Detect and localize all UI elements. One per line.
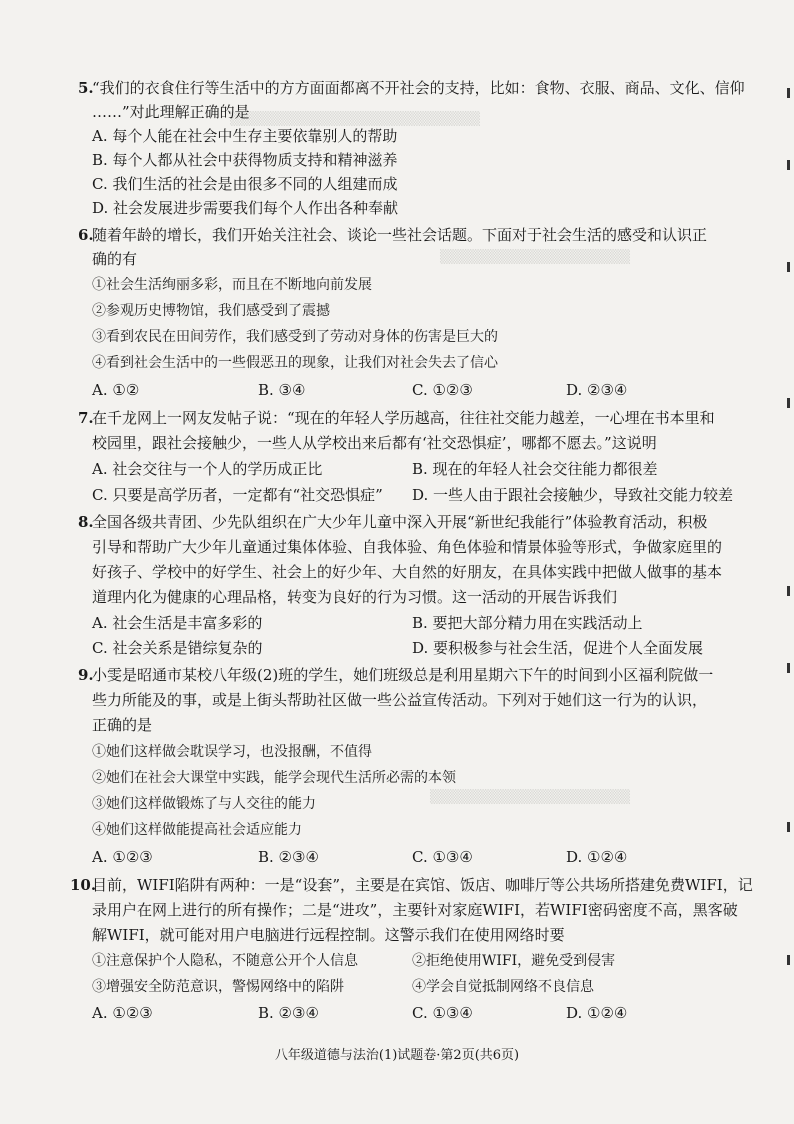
question-stem: “我们的衣食住行等生活中的方方面面都离不开社会的支持，比如：食物、衣服、商品、文化、信仰 (92, 79, 745, 97)
option-a: A. ①② (92, 381, 140, 399)
option-c: C. ①③④ (412, 848, 473, 866)
statement: ③看到农民在田间劳作，我们感受到了劳动对身体的伤害是巨大的 (92, 329, 498, 345)
edge-mark (787, 663, 790, 673)
statement: ①社会生活绚丽多彩，而且在不断地向前发展 (92, 277, 372, 293)
question-number: 10. (70, 876, 97, 894)
question-stem: 在千龙网上一网友发帖子说：“现在的年轻人学历越高，往往社交能力越差，一心埋在书本里和 (92, 409, 715, 427)
statement: ①她们这样做会耽误学习，也没报酬，不值得 (92, 744, 372, 760)
question-stem: 全国各级共青团、少先队组织在广大少年儿童中深入开展“新世纪我能行”体验教育活动，积极 (92, 513, 708, 531)
statement: ②她们在社会大课堂中实践，能学会现代生活所必需的本领 (92, 770, 456, 786)
question-stem: 些力所能及的事，或是上街头帮助社区做一些公益宣传活动。下列对于她们这一行为的认识， (92, 691, 708, 709)
option-c: C. 只要是高学历者，一定都有“社交恐惧症” (92, 486, 383, 504)
bleed-through: ▒▒▒▒▒▒▒▒▒▒▒▒▒▒▒▒▒▒▒ (440, 250, 630, 265)
option-b: B. ②③④ (258, 848, 319, 866)
option-d: D. 要积极参与社会生活，促进个人全面发展 (412, 639, 704, 657)
statement: ④学会自觉抵制网络不良信息 (412, 979, 594, 995)
option-b: B. 每个人都从社会中获得物质支持和精神滋养 (92, 151, 398, 169)
edge-mark (787, 88, 790, 98)
option-c: C. 我们生活的社会是由很多不同的人组建而成 (92, 175, 398, 193)
question-stem: 录用户在网上进行的所有操作；二是“进攻”，主要针对家庭WIFI，若WIFI密码密度不高，黑客破 (92, 901, 738, 919)
edge-mark (787, 586, 790, 596)
edge-mark (787, 398, 790, 408)
bleed-through: ▒▒▒▒▒▒▒▒▒▒▒▒▒▒▒▒▒▒▒▒ (430, 790, 630, 805)
question-stem: 道理内化为健康的心理品格，转变为良好的行为习惯。这一活动的开展告诉我们 (92, 588, 618, 606)
statement: ④看到社会生活中的一些假恶丑的现象，让我们对社会失去了信心 (92, 355, 498, 371)
question-stem: ……”对此理解正确的是 (92, 103, 250, 121)
option-c: C. ①②③ (412, 381, 473, 399)
page-footer: 八年级道德与法治(1)试题卷·第2页(共6页) (274, 1048, 520, 1063)
option-d: D. 社会发展进步需要我们每个人作出各种奉献 (92, 199, 399, 217)
option-d: D. ②③④ (566, 381, 628, 399)
option-a: A. 每个人能在社会中生存主要依靠别人的帮助 (92, 127, 398, 145)
statement: ③她们这样做锻炼了与人交往的能力 (92, 796, 316, 812)
option-d: D. ①②④ (566, 848, 628, 866)
option-a: A. 社会生活是丰富多彩的 (92, 614, 263, 632)
option-a: A. ①②③ (92, 848, 153, 866)
question-stem: 小雯是昭通市某校八年级(2)班的学生，她们班级总是利用星期六下午的时间到小区福利院做一 (92, 666, 714, 684)
edge-mark (787, 262, 790, 272)
edge-mark (787, 955, 790, 965)
statement: ②参观历史博物馆，我们感受到了震撼 (92, 303, 330, 319)
question-number: 8. (78, 513, 94, 531)
question-stem: 正确的是 (92, 716, 153, 734)
edge-mark (787, 822, 790, 832)
question-number: 6. (78, 226, 94, 244)
statement: ①注意保护个人隐私，不随意公开个人信息 (92, 953, 358, 969)
statement: ④她们这样做能提高社会适应能力 (92, 822, 302, 838)
option-a: A. 社会交往与一个人的学历成正比 (92, 460, 323, 478)
option-b: B. 要把大部分精力用在实践活动上 (412, 614, 643, 632)
option-a: A. ①②③ (92, 1004, 153, 1022)
question-stem: 确的有 (92, 250, 138, 268)
option-b: B. 现在的年轻人社会交往能力都很差 (412, 460, 658, 478)
option-d: D. ①②④ (566, 1004, 628, 1022)
question-stem: 目前，WIFI陷阱有两种：一是“设套”，主要是在宾馆、饭店、咖啡厅等公共场所搭建免费WIFI，记 (92, 876, 753, 894)
option-c: C. ①③④ (412, 1004, 473, 1022)
statement: ②拒绝使用WIFI，避免受到侵害 (412, 953, 616, 969)
option-b: B. ②③④ (258, 1004, 319, 1022)
question-stem: 校园里，跟社会接触少，一些人从学校出来后都有‘社交恐惧症’，哪都不愿去。”这说明 (92, 434, 657, 452)
edge-mark (787, 160, 790, 170)
question-number: 9. (78, 666, 94, 684)
question-stem: 引导和帮助广大少年儿童通过集体体验、自我体验、角色体验和情景体验等形式，争做家庭里的 (92, 538, 723, 556)
question-stem: 好孩子、学校中的好学生、社会上的好少年、大自然的好朋友，在具体实践中把做人做事的基本 (92, 563, 723, 581)
question-number: 5. (78, 79, 94, 97)
statement: ③增强安全防范意识，警惕网络中的陷阱 (92, 979, 344, 995)
option-b: B. ③④ (258, 381, 306, 399)
option-d: D. 一些人由于跟社会接触少，导致社交能力较差 (412, 486, 734, 504)
question-stem: 随着年龄的增长，我们开始关注社会、谈论一些社会话题。下面对于社会生活的感受和认识正 (92, 226, 708, 244)
question-number: 7. (78, 409, 94, 427)
option-c: C. 社会关系是错综复杂的 (92, 639, 263, 657)
bleed-through: ▒▒▒▒▒▒▒▒▒▒▒▒▒▒▒▒▒▒▒▒▒▒▒▒▒ (230, 112, 480, 127)
question-stem: 解WIFI，就可能对用户电脑进行远程控制。这警示我们在使用网络时要 (92, 926, 565, 944)
